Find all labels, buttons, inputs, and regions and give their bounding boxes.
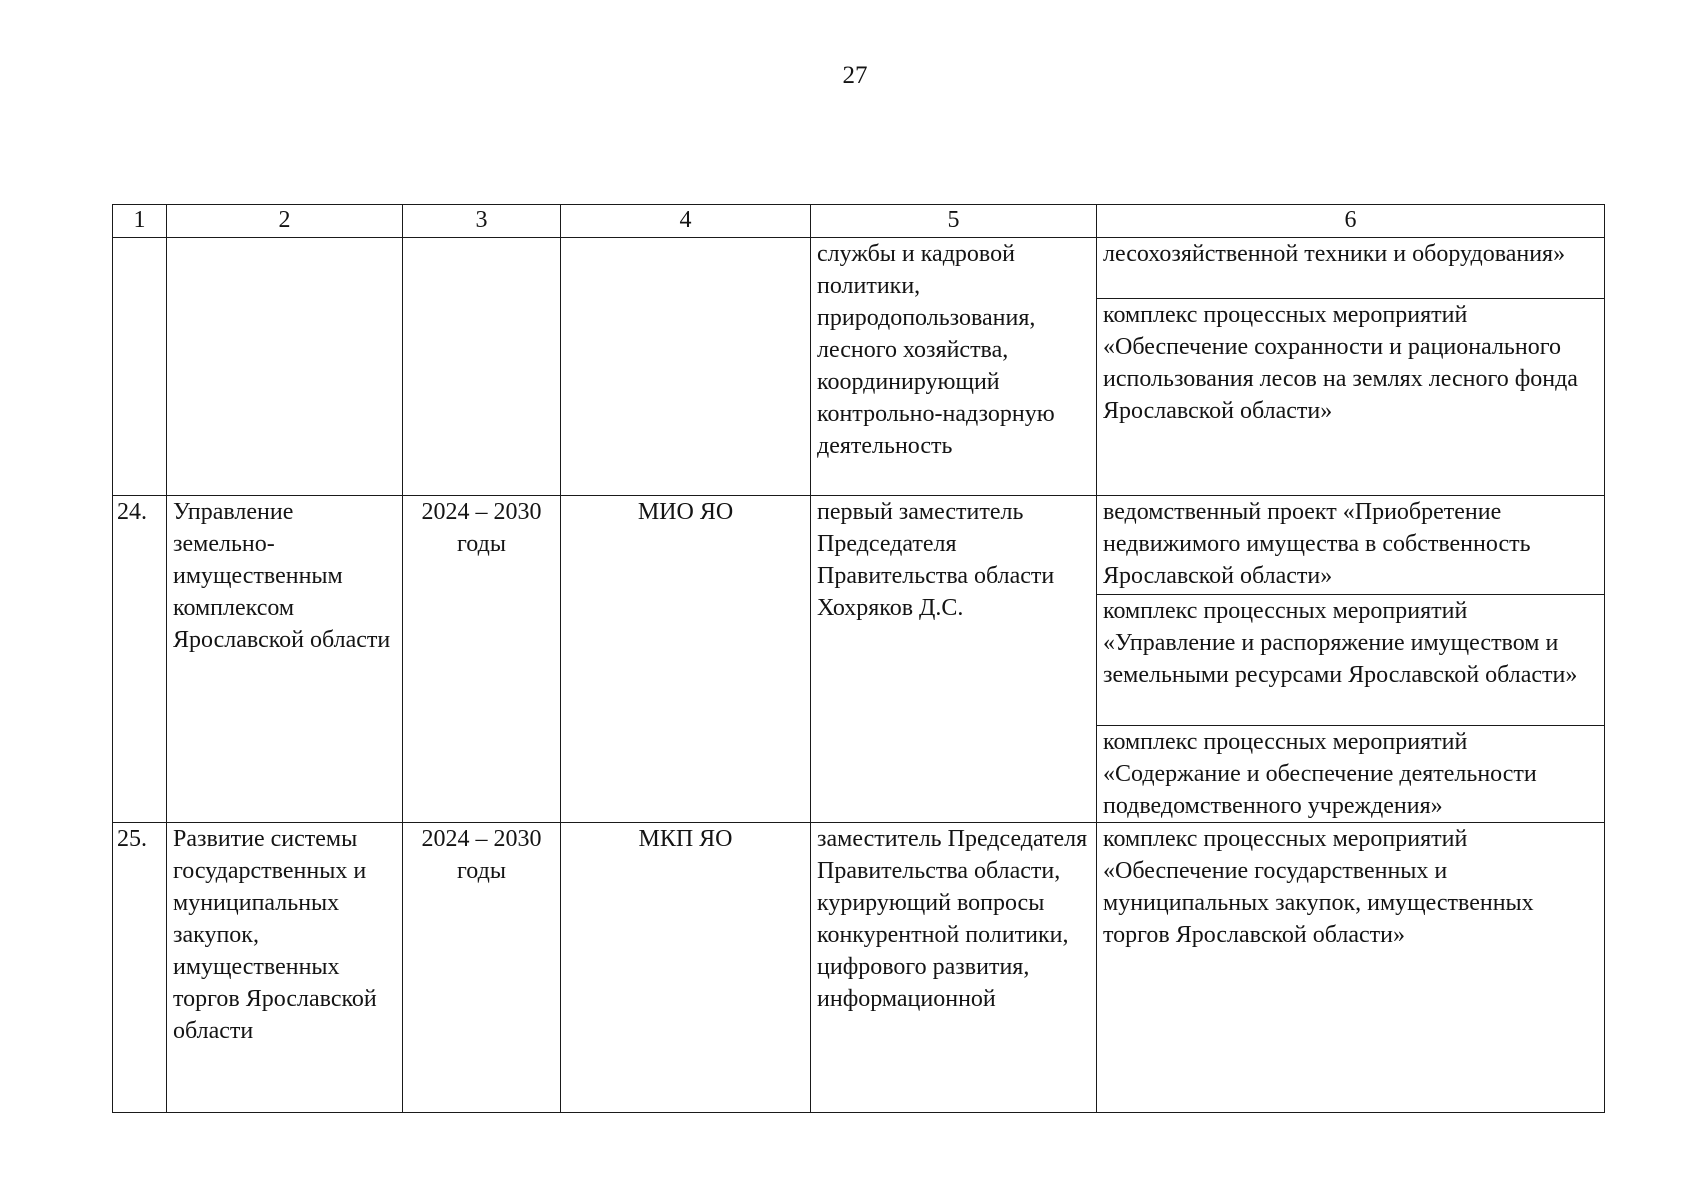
- header-col-5: 5: [811, 205, 1097, 238]
- program-curator: заместитель Председателя Правительства области, курирующий вопросы конкурентной политики, цифрового развития, информационной: [811, 823, 1097, 1113]
- header-col-2: 2: [167, 205, 403, 238]
- table-row: [113, 823, 1605, 1113]
- program-period: 2024 – 2030 годы: [403, 496, 561, 823]
- row-number: 25.: [113, 823, 167, 1113]
- table-row: [113, 238, 1605, 496]
- program-name: Развитие системы государственных и муниципальных закупок, имущественных торгов Ярославской области: [167, 823, 403, 1113]
- program-structure: [1097, 823, 1605, 1113]
- structure-item: комплекс процессных мероприятий «Управление и распоряжение имуществом и земельными ресурсами Ярославской области»: [1097, 595, 1604, 726]
- program-curator: первый заместитель Председателя Правительства области Хохряков Д.С.: [811, 496, 1097, 823]
- program-period: 2024 – 2030 годы: [403, 823, 561, 1113]
- table-row: [113, 496, 1605, 823]
- structure-item: комплекс процессных мероприятий «Обеспечение государственных и муниципальных закупок, имущественных торгов Ярославской области»: [1103, 826, 1534, 948]
- program-structure: [1097, 238, 1605, 496]
- header-col-4: 4: [561, 205, 811, 238]
- program-table: [112, 204, 1605, 1113]
- structure-item: ведомственный проект «Приобретение недвижимого имущества в собственность Ярославской области»: [1097, 496, 1604, 595]
- program-executor: [561, 238, 811, 496]
- structure-item: комплекс процессных мероприятий «Содержание и обеспечение деятельности подведомственного учреждения»: [1103, 729, 1537, 819]
- program-name: [167, 238, 403, 496]
- program-executor: МКП ЯО: [561, 823, 811, 1113]
- program-structure: [1097, 496, 1605, 823]
- program-executor: МИО ЯО: [561, 496, 811, 823]
- program-curator: службы и кадровой политики, природопользования, лесного хозяйства, координирующий контрольно-надзорную деятельность: [811, 238, 1097, 496]
- program-name: Управление земельно-имущественным комплексом Ярославской области: [167, 496, 403, 823]
- row-number: [113, 238, 167, 496]
- header-col-3: 3: [403, 205, 561, 238]
- header-row: [113, 205, 1605, 238]
- structure-item: лесохозяйственной техники и оборудования»: [1097, 238, 1604, 299]
- row-number: 24.: [113, 496, 167, 823]
- header-col-6: 6: [1097, 205, 1605, 238]
- structure-item: комплекс процессных мероприятий «Обеспечение сохранности и рационального использования лесов на землях лесного фонда Ярославской области»: [1103, 302, 1578, 424]
- header-col-1: 1: [113, 205, 167, 238]
- program-period: [403, 238, 561, 496]
- page-number: 27: [842, 62, 868, 89]
